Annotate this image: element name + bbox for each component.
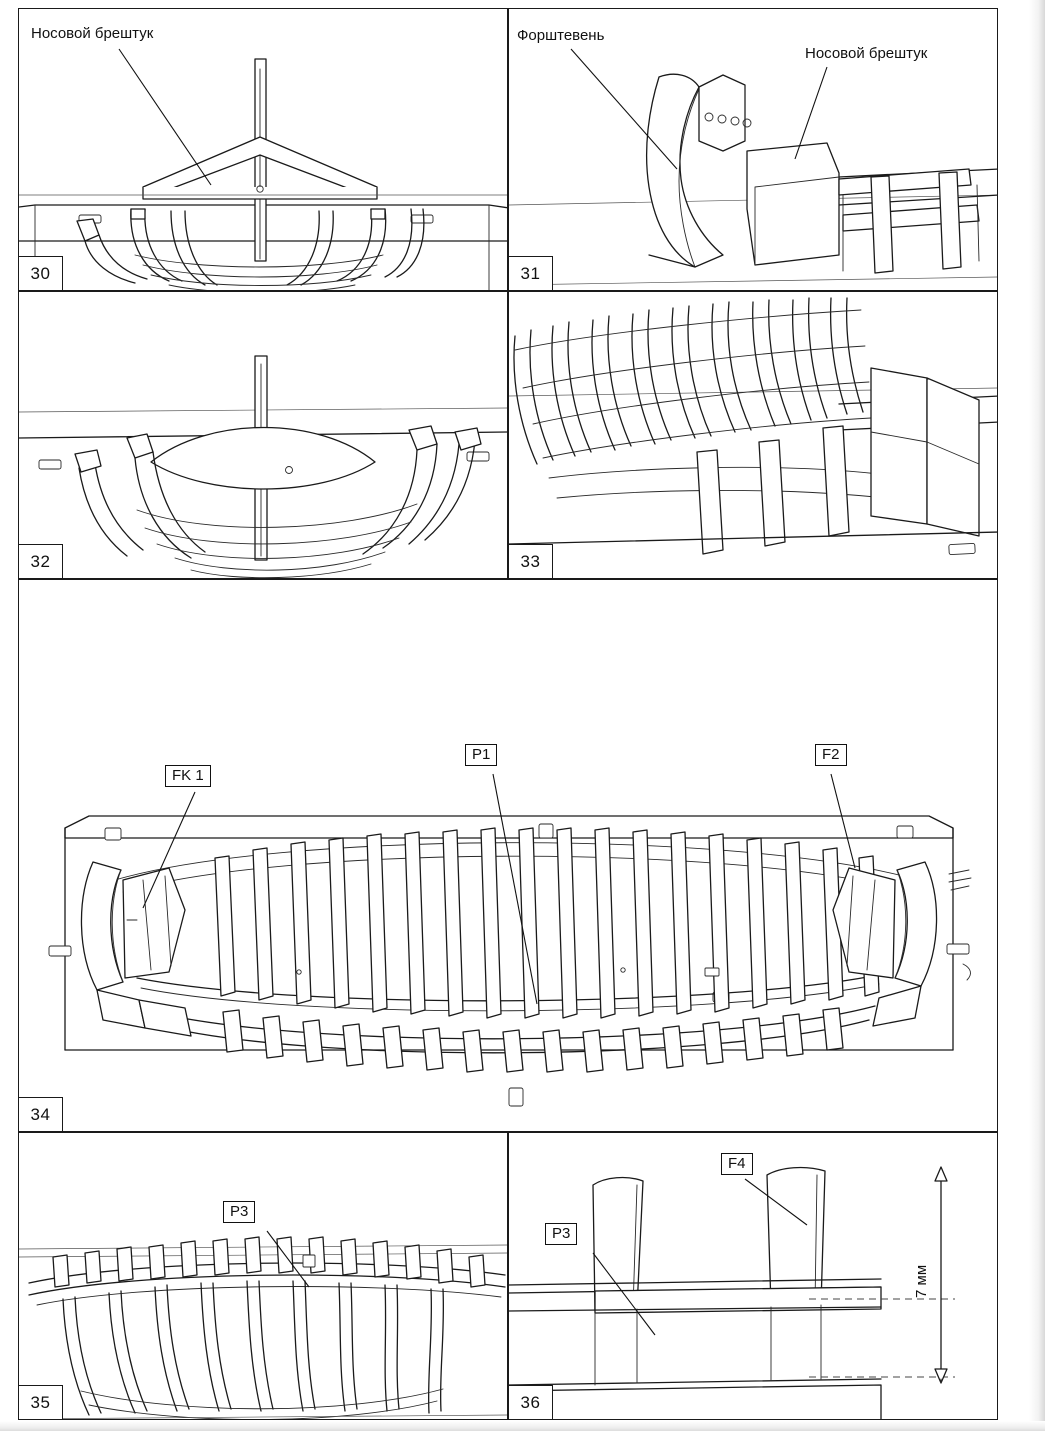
panel-36-leaders xyxy=(509,1133,998,1420)
panel-number-34: 34 xyxy=(19,1097,63,1131)
panel-number-35: 35 xyxy=(19,1385,63,1419)
panel-number-30: 30 xyxy=(19,256,63,290)
panel-35-leader xyxy=(19,1133,508,1420)
panel-32 xyxy=(18,291,508,579)
panel-30-leader xyxy=(19,9,508,291)
panel-31 xyxy=(508,8,998,291)
panel-36 xyxy=(508,1132,998,1420)
panel-35 xyxy=(18,1132,508,1420)
panel-30 xyxy=(18,8,508,291)
panel-number-33: 33 xyxy=(509,544,553,578)
panel-number-36: 36 xyxy=(509,1385,553,1419)
part-label-p1: P1 xyxy=(465,744,497,766)
part-label-f4-36: F4 xyxy=(721,1153,753,1175)
panel-number-32: 32 xyxy=(19,544,63,578)
page-edge-shadow-right xyxy=(1029,0,1045,1431)
callout-forshteven-31: Форштевень xyxy=(517,27,605,44)
panel-32-drawing xyxy=(19,292,508,579)
page-edge-shadow-bottom xyxy=(0,1421,1045,1431)
panel-33 xyxy=(508,291,998,579)
panel-34 xyxy=(18,579,998,1132)
panel-34-leaders xyxy=(19,580,998,1132)
callout-breshtuk-30: Носовой брештук xyxy=(31,25,154,42)
part-label-p3-35: P3 xyxy=(223,1201,255,1223)
part-label-fk1: FK 1 xyxy=(165,765,211,787)
callout-breshtuk-31: Носовой брештук xyxy=(805,45,928,62)
panel-33-drawing xyxy=(509,292,998,579)
panel-number-31: 31 xyxy=(509,256,553,290)
dimension-label-7mm: 7 мм xyxy=(913,1264,930,1298)
part-label-p3-36: P3 xyxy=(545,1223,577,1245)
panel-31-leaders xyxy=(509,9,998,291)
part-label-f2: F2 xyxy=(815,744,847,766)
